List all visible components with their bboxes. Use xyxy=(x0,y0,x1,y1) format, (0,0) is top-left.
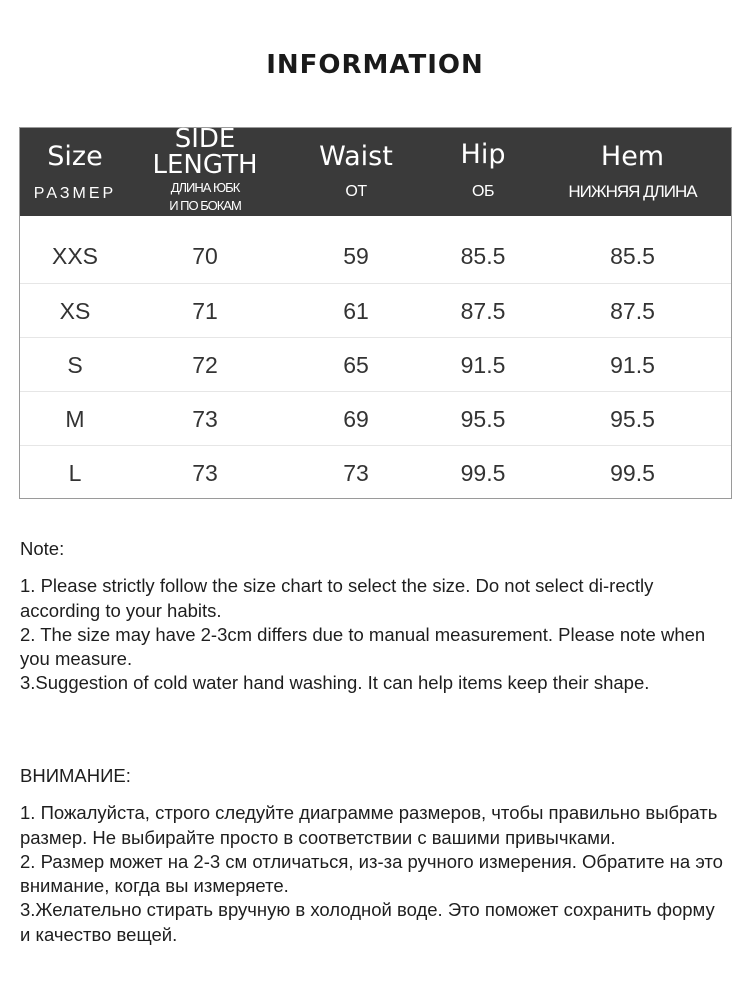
cell-hip: 95.5 xyxy=(460,406,506,432)
cell-waist: 61 xyxy=(343,298,369,324)
cell-hem: 99.5 xyxy=(610,460,655,486)
header-hip-label: Hip xyxy=(460,139,506,170)
header-side-length-sublabel: ДЛИНА ЮБК И ПО БОКАМ xyxy=(169,180,241,213)
cell-size: M xyxy=(65,406,85,432)
cell-side-length: 72 xyxy=(192,352,218,378)
header-waist xyxy=(280,128,432,216)
header-size-sublabel: РАЗМЕР xyxy=(33,185,117,202)
cell-size: XS xyxy=(59,298,91,324)
note-heading: ВНИМАНИЕ: xyxy=(20,765,131,786)
header-size-label: Size xyxy=(47,141,103,172)
header-hem xyxy=(534,128,731,216)
table-row xyxy=(20,229,731,283)
cell-hem: 85.5 xyxy=(610,243,655,269)
header-hem-sublabel: НИЖНЯЯ ДЛИНА xyxy=(568,182,697,201)
note-item: 1. Please strictly follow the size chart to select the size. Do not select di-rectly according to your habits. xyxy=(20,575,654,621)
cell-side-length: 73 xyxy=(192,460,218,486)
header-side-length xyxy=(130,124,280,216)
cell-size: XXS xyxy=(51,243,99,269)
table-row xyxy=(20,337,731,391)
note-item: 2. The size may have 2-3cm differs due to manual measurement. Please note when you measure. xyxy=(20,623,706,670)
note-item: 2. Размер может на 2-3 см отличаться, из-за ручного измерения. Обратите на это внимание, когда вы измеряете. xyxy=(20,850,723,897)
cell-hem: 95.5 xyxy=(610,406,655,432)
note-heading: Note: xyxy=(20,538,65,559)
note-item: 3.Желательно стирать вручную в холодной воде. Это поможет сохранить форму и качество вещей. xyxy=(20,899,715,945)
table-body xyxy=(20,216,731,498)
cell-hip: 99.5 xyxy=(460,460,506,486)
header-waist-label: Waist xyxy=(319,141,393,172)
cell-hip: 91.5 xyxy=(460,352,506,378)
cell-side-length: 73 xyxy=(192,406,218,432)
cell-side-length: 71 xyxy=(192,298,218,324)
table-row xyxy=(20,445,731,499)
cell-hem: 91.5 xyxy=(610,352,655,378)
cell-hip: 85.5 xyxy=(460,243,506,269)
header-hip-sublabel: ОБ xyxy=(472,183,494,200)
note-russian xyxy=(20,764,730,947)
note-item: 3.Suggestion of cold water hand washing. It can help items keep their shape. xyxy=(20,672,650,694)
cell-waist: 65 xyxy=(343,352,369,378)
cell-hip: 87.5 xyxy=(460,298,506,324)
header-side-length-label: SIDE LENGTH xyxy=(152,124,258,180)
header-hip xyxy=(432,128,534,216)
table-row xyxy=(20,391,731,445)
cell-waist: 59 xyxy=(343,243,369,269)
cell-waist: 73 xyxy=(343,460,369,486)
cell-hem: 87.5 xyxy=(610,298,655,324)
size-chart-table xyxy=(19,124,732,499)
table-row xyxy=(20,283,731,337)
note-english xyxy=(20,537,730,696)
cell-size: L xyxy=(68,460,82,486)
cell-waist: 69 xyxy=(343,406,369,432)
table-header xyxy=(20,124,731,216)
header-waist-sublabel: ОТ xyxy=(345,183,367,200)
page-title: INFORMATION xyxy=(266,50,484,80)
header-size xyxy=(20,128,130,216)
header-hem-label: Hem xyxy=(600,141,665,172)
cell-size: S xyxy=(67,352,83,378)
note-item: 1. Пожалуйста, строго следуйте диаграмме размеров, чтобы правильно выбрать размер. Не выбирайте просто в соответствии с вашими привычками. xyxy=(20,802,718,848)
cell-side-length: 70 xyxy=(192,243,218,269)
